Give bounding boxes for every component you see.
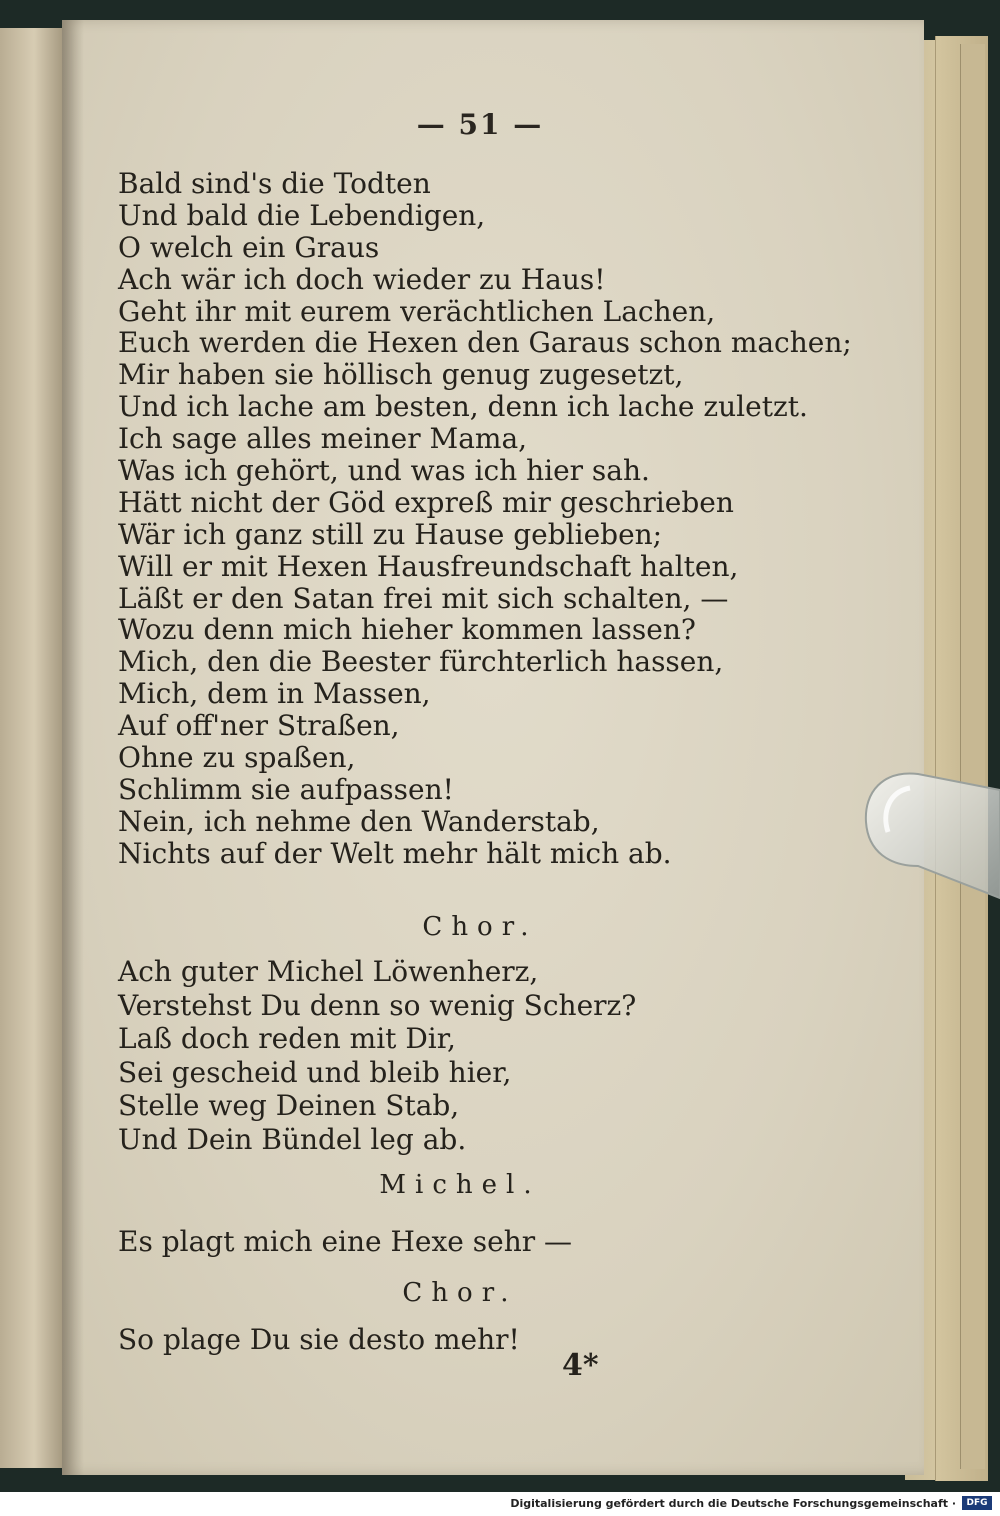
speaker-heading-chor: Chor. xyxy=(422,912,538,942)
verse-line: Ach guter Michel Löwenherz, xyxy=(118,955,539,988)
verse-line: Was ich gehört, und was ich hier sah. xyxy=(118,454,650,488)
verse-line-chor: So plage Du sie desto mehr! xyxy=(118,1323,520,1356)
verse-block-chor xyxy=(118,955,838,1156)
verse-line: Will er mit Hexen Hausfreundschaft halten, xyxy=(118,549,739,583)
verse-block-michel xyxy=(118,167,852,870)
verse-line: Ach wär ich doch wieder zu Haus! xyxy=(118,262,606,296)
signature-mark: 4* xyxy=(562,1348,599,1383)
verse-line: Stelle weg Deinen Stab, xyxy=(118,1089,460,1122)
verse-line: O welch ein Graus xyxy=(118,230,380,264)
verse-line: Und Dein Bündel leg ab. xyxy=(118,1122,467,1156)
speaker-heading-michel: Michel. xyxy=(379,1170,541,1200)
verse-line: Geht ihr mit eurem verächtlichen Lachen, xyxy=(118,294,716,328)
verse-line: Nein, ich nehme den Wanderstab, xyxy=(118,804,600,838)
verse-line: Laß doch reden mit Dir, xyxy=(118,1022,456,1055)
previous-page-edge xyxy=(0,28,65,1468)
speaker-heading-chor: Chor. xyxy=(402,1278,518,1308)
verse-line: Läßt er den Satan frei mit sich schalten, — xyxy=(118,581,729,615)
verse-line: Und ich lache am besten, denn ich lache zuletzt. xyxy=(118,390,808,424)
verse-line: Nichts auf der Welt mehr hält mich ab. xyxy=(118,836,672,870)
verse-line: Sei gescheid und bleib hier, xyxy=(118,1055,512,1089)
verse-line: Hätt nicht der Göd expreß mir geschrieben xyxy=(118,485,734,519)
plastic-clip-overlay xyxy=(858,770,1000,900)
verse-line: Wär ich ganz still zu Hause geblieben; xyxy=(118,517,663,551)
verse-line: Verstehst Du denn so wenig Scherz? xyxy=(118,988,637,1022)
verse-line: Bald sind's die Todten xyxy=(118,167,431,200)
page-stack-edge xyxy=(960,44,985,1469)
dfg-logo: DFG xyxy=(962,1496,992,1510)
verse-line: Ohne zu spaßen, xyxy=(118,741,356,775)
verse-line-michel: Es plagt mich eine Hexe sehr — xyxy=(118,1225,573,1258)
page-number: — 51 — xyxy=(416,108,544,141)
verse-line: Euch werden die Hexen den Garaus schon machen; xyxy=(118,326,852,360)
verse-line: Schlimm sie aufpassen! xyxy=(118,772,454,806)
page-gutter-shadow xyxy=(62,20,84,1475)
verse-line: Auf off'ner Straßen, xyxy=(118,709,400,743)
verse-line: Mir haben sie höllisch genug zugesetzt, xyxy=(118,358,684,392)
verse-line: Mich, den die Beester fürchterlich hassen, xyxy=(118,645,724,679)
verse-line: Mich, dem in Massen, xyxy=(118,677,431,711)
verse-line: Ich sage alles meiner Mama, xyxy=(118,422,528,456)
verse-line: Wozu denn mich hieher kommen lassen? xyxy=(118,613,696,647)
footer-credit: Digitalisierung gefördert durch die Deutsche Forschungsgemeinschaft · xyxy=(510,1497,956,1510)
verse-line: Und bald die Lebendigen, xyxy=(118,198,486,232)
